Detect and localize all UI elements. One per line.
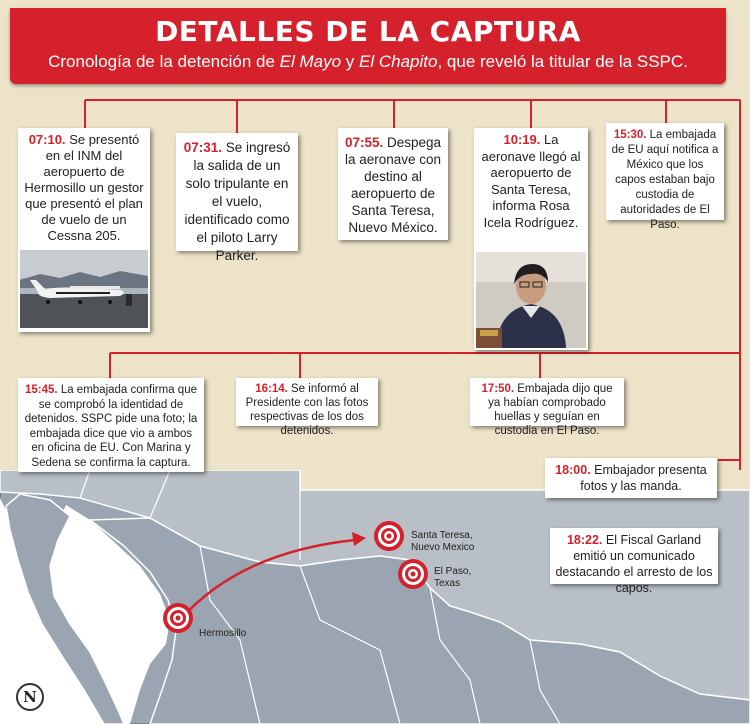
label-hermosillo: Hermosillo — [199, 628, 247, 639]
event-time: 17:50. — [481, 383, 515, 395]
event-time: 16:14. — [255, 383, 288, 395]
page-subtitle: Cronología de la detención de El Mayo y El Chapito, que reveló la titular de la SSPC. — [48, 52, 688, 71]
event-card-1822 — [550, 528, 718, 595]
event-text: 17:50. Embajada dijo que ya habían comprobado huellas y seguían en custodia en El Paso. — [481, 383, 613, 437]
event-card-1750 — [470, 378, 624, 437]
official-photo — [476, 252, 586, 348]
header-banner — [10, 8, 726, 84]
target-el-paso — [398, 559, 428, 589]
event-card-1545 — [18, 378, 204, 472]
event-card-0731 — [176, 133, 298, 263]
event-time: 18:22. — [566, 533, 603, 547]
event-card-1614 — [236, 378, 378, 437]
airplane-photo — [20, 250, 148, 328]
event-time: 18:00. — [555, 463, 591, 477]
label-santa-teresa: Santa Teresa, Nuevo Mexico — [411, 530, 475, 553]
label-el-paso: El Paso, Texas — [434, 566, 472, 589]
event-time: 15:45. — [25, 384, 58, 396]
event-time: 15:30. — [613, 129, 647, 141]
event-time: 07:31. — [183, 140, 222, 155]
event-text: 10:19. La aeronave llegó al aeropuerto de Santa Teresa, informa Rosa Icela Rodríguez. — [481, 132, 581, 230]
map — [0, 470, 750, 724]
event-card-1800 — [545, 458, 717, 498]
event-card-1019 — [474, 128, 588, 350]
event-text: 07:10. Se presentó en el INM del aeropuerto de Hermosillo un gestor que presentó el plan de vuelo de un Cessna 205. — [24, 132, 144, 243]
event-text: 16:14. Se informó al Presidente con las fotos respectivas de los dos detenidos. — [245, 383, 369, 437]
event-text: 15:30. La embajada de EU aquí notifica a México que los capos estaban bajo custodia de autoridades de El Paso. — [611, 129, 719, 231]
event-time: 07:55. — [344, 135, 384, 150]
event-text: 18:22. El Fiscal Garland emitió un comunicado destacando el arresto de los capos. — [555, 533, 713, 595]
event-card-0755 — [338, 128, 448, 240]
target-hermosillo — [163, 603, 193, 633]
publisher-logo: N — [16, 683, 44, 711]
event-card-1530 — [606, 123, 724, 231]
event-text: 18:00. Embajador presenta fotos y las manda. — [555, 463, 707, 493]
event-time: 07:10. — [28, 132, 66, 147]
event-text: 07:31. Se ingresó la salida de un solo tripulante en el vuelo, identificado como el piloto Larry Parker. — [183, 140, 291, 263]
event-time: 10:19. — [503, 132, 541, 147]
event-card-0710 — [18, 128, 150, 332]
event-text: 15:45. La embajada confirma que se comprobó la identidad de detenidos. SSPC pide una foto; la embajada dice que vio a ambos en oficina de EU. Con Marina y Sedena se confirma la captura. — [24, 384, 198, 469]
event-text: 07:55. Despega la aeronave con destino al aeropuerto de Santa Teresa, Nuevo México. — [344, 135, 442, 235]
target-santa-teresa — [374, 521, 404, 551]
page-title: DETALLES DE LA CAPTURA — [155, 15, 581, 48]
